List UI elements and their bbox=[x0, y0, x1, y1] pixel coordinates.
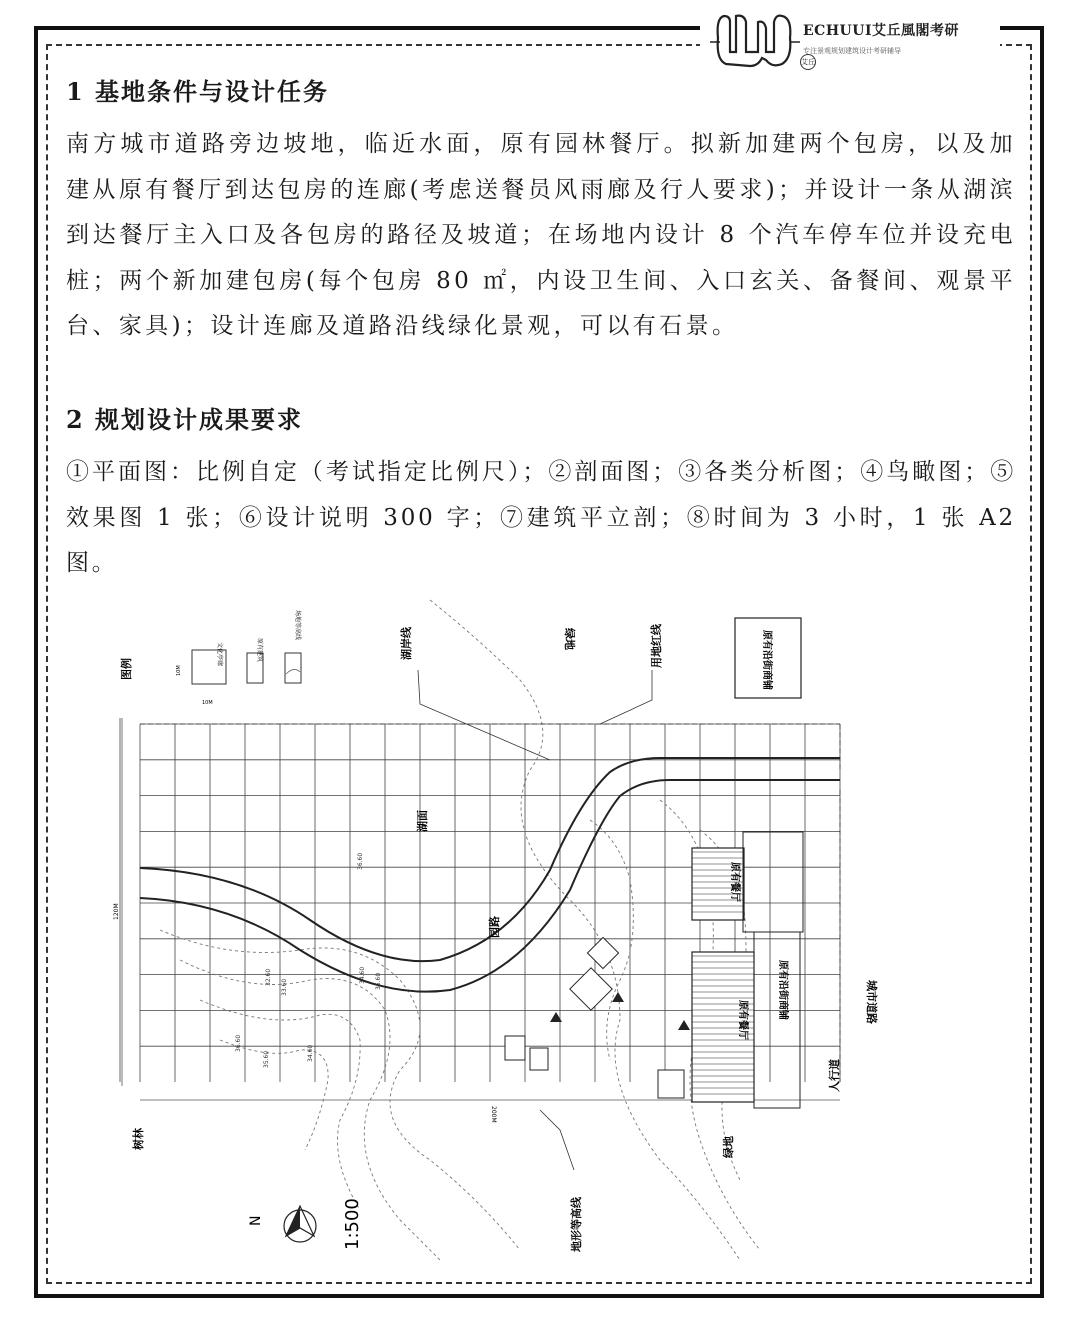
dim-width-label: 120M bbox=[113, 903, 120, 920]
elevation-1: 36.60 bbox=[357, 852, 364, 870]
garden-road-label: 园路 bbox=[488, 916, 501, 938]
north-arrow-icon bbox=[284, 1206, 316, 1242]
elevation-2: 34.60 bbox=[359, 966, 366, 984]
pavilions bbox=[505, 937, 684, 1098]
logo-slogan: 专注景观规划建筑设计考研辅导 bbox=[803, 47, 901, 55]
green-bottom-label: 绿地 bbox=[722, 1136, 735, 1158]
lake-surface-label: 湖面 bbox=[416, 810, 429, 832]
legend-title: 图例 bbox=[120, 658, 133, 680]
site-red-line-label: 用地红线 bbox=[650, 624, 663, 668]
elevation-8: 32.60 bbox=[265, 968, 272, 986]
elevation-3: 35.60 bbox=[375, 972, 382, 990]
elevation-5: 35.60 bbox=[263, 1050, 270, 1068]
existing-restaurant-1 bbox=[692, 832, 803, 932]
section-2-heading: 2 规划设计成果要求 bbox=[66, 405, 304, 434]
section-2-body: ①平面图：比例自定（考试指定比例尺）；②剖面图；③各类分析图；④鸟瞰图；⑤效果图 1 张；⑥设计说明 300 字；⑦建筑平立剖；⑧时间为 3 小时，1 张 A2 图。 bbox=[66, 459, 1016, 576]
elevation-6: 34.60 bbox=[307, 1044, 314, 1062]
logo-seal: 艾丘 bbox=[800, 54, 816, 70]
green-top-label: 绿地 bbox=[563, 628, 576, 650]
scale-label: 1:500 bbox=[342, 1198, 363, 1250]
lake-shore-label: 湖岸线 bbox=[400, 627, 413, 660]
sidewalk-label: 人行道 bbox=[828, 1059, 841, 1092]
existing-shops-top-label: 原有沿街商铺 bbox=[761, 630, 772, 690]
logo-mark-icon bbox=[710, 8, 800, 74]
section-1-heading: 1 基地条件与设计任务 bbox=[66, 77, 330, 106]
dim-length-label: 200M bbox=[490, 1106, 497, 1123]
section-1-body: 南方城市道路旁边坡地，临近水面，原有园林餐厅。拟新加建两个包房，以及加建从原有餐厅到达包房的连廊(考虑送餐员风雨廊及行人要求)；并设计一条从湖滨到达餐厅主入口及各包房的路径及坡道；在场地内设计 8 个汽车停车位并设充电桩；两个新加建包房(每个包房 80 ㎡，内设卫生间、入口玄关、备餐间、观景平台、家具)；设计连廊及道路沿线绿化景观，可以有石景。 bbox=[66, 131, 1016, 339]
elevation-4: 36.60 bbox=[235, 1034, 242, 1052]
elevation-7: 33.60 bbox=[281, 978, 288, 996]
legend-item-2: 原有建筑 bbox=[256, 638, 263, 663]
existing-restaurant-2-label: 原有餐厅 bbox=[737, 1000, 748, 1040]
contour-lines bbox=[160, 600, 760, 1260]
legend-item-1: 文化亭廊 bbox=[216, 642, 223, 667]
legend-dim-2: 10M bbox=[202, 700, 213, 706]
city-road-label: 城市道路 bbox=[865, 980, 878, 1024]
existing-shops-label: 原有沿街商铺 bbox=[777, 960, 788, 1020]
site-plan-drawing bbox=[100, 600, 878, 1260]
woods-label: 树林 bbox=[132, 1128, 145, 1150]
brand-logo bbox=[700, 2, 1000, 80]
legend-dim-1: 10M bbox=[176, 665, 182, 676]
contour-label: 地形等高线 bbox=[570, 1197, 583, 1252]
legend-item-3: 场地等高线 bbox=[294, 610, 301, 641]
logo-brand-text: ECHUUI艾丘風閣考研 bbox=[803, 23, 960, 39]
north-label: N bbox=[248, 1215, 264, 1226]
legend bbox=[119, 610, 302, 706]
existing-restaurant-1-label: 原有餐厅 bbox=[729, 862, 740, 902]
